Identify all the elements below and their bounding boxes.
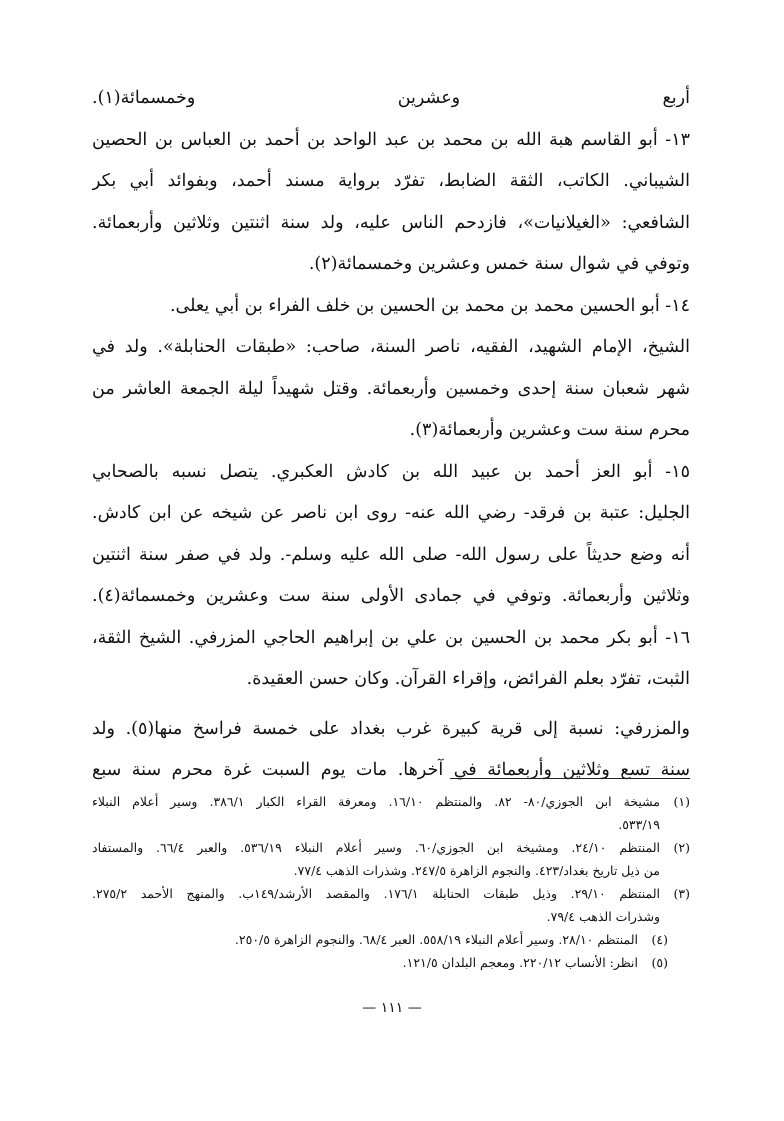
text-line: ١٣- أبو القاسم هبة الله بن محمد بن عبد الواحد بن أحمد بن العباس بن الحصين <box>92 129 690 150</box>
text-line: الشافعي: «الغيلانيات»، فازدحم الناس عليه، ولد سنة اثنتين وثلاثين وأربعمائة. <box>92 212 690 233</box>
text-line: أربع وعشرين وخمسمائة(١). <box>92 88 690 108</box>
footnote-line: ٥٣٣/١٩. <box>618 817 660 832</box>
text-line: سنة تسع وثلاثين وأربعمائة في آخرها. مات يوم السبت غرة محرم سنة سبع <box>92 760 690 780</box>
main-text <box>92 78 690 792</box>
footnotes <box>92 790 690 974</box>
footnote-line: المنتظم ٢٩/١٠. وذيل طبقات الحنابلة ١٧٦/١. والمقصد الأرشد/١٤٩ب. والمنهج الأحمد ٢٧٥/٢. <box>92 886 660 901</box>
footnote-line: المنتظم ٢٨/١٠. وسير أعلام النبلاء ٥٥٨/١٩. العبر ٦٨/٤. والنجوم الزاهرة ٢٥٠/٥. <box>234 932 638 947</box>
text-line: ١٦- أبو بكر محمد بن الحسين بن علي بن إبراهيم الحاجي المزرفي. الشيخ الثقة، <box>92 627 690 648</box>
footnote-number: (٢) <box>673 840 690 855</box>
text-line: الثبت، تفرّد بعلم الفرائض، وإقراء القرآن. وكان حسن العقيدة. <box>246 669 690 689</box>
footnote-divider <box>450 778 690 779</box>
footnote-line: من ذيل تاريخ بغداد/٤٢٣. والنجوم الزاهرة ٢٤٧/٥. وشذرات الذهب ٧٧/٤. <box>293 863 660 878</box>
text-line: ١٤- أبو الحسين محمد بن محمد بن الحسين بن خلف الفراء بن أبي يعلى. <box>169 295 690 316</box>
text-line: ١٥- أبو العز أحمد بن عبيد الله بن كادش العكبري. يتصل نسبه بالصحابي <box>92 461 690 482</box>
footnote-line: وشذرات الذهب ٧٩/٤. <box>546 909 660 924</box>
text-line: وثلاثين وأربعمائة. وتوفي في جمادى الأولى سنة ست وعشرين وخمسمائة(٤). <box>92 586 690 606</box>
footnote-item <box>92 951 690 974</box>
footnote-line: المنتظم ٢٤/١٠. ومشيخة ابن الجوزي/٦٠. وسير أعلام النبلاء ٥٣٦/١٩. والعبر ٦٦/٤. والمستفاد <box>92 840 660 855</box>
text-line: والمزرفي: نسبة إلى قرية كبيرة غرب بغداد على خمسة فراسخ منها(٥). ولد <box>92 718 690 739</box>
footnote-item <box>92 882 690 928</box>
paragraph-gap <box>92 701 690 709</box>
footnote-item <box>92 836 690 882</box>
text-line: أنه وضع حديثاً على رسول الله- صلى الله عليه وسلم-. ولد في صفر سنة اثنتين <box>92 544 690 565</box>
footnote-item <box>92 790 690 836</box>
text-line: شهر شعبان سنة إحدى وخمسين وأربعمائة. وقتل شهيداً ليلة الجمعة العاشر من <box>92 378 690 399</box>
footnote-line: مشيخة ابن الجوزي/٨٠- ٨٢. والمنتظم ١٦/١٠. ومعرفة القراء الكبار ٣٨٦/١. وسير أعلام النبلاء <box>92 794 660 809</box>
footnote-number: (٣) <box>673 886 690 901</box>
text-line: محرم سنة ست وعشرين وأربعمائة(٣). <box>409 420 690 440</box>
footnote-line: انظر: الأنساب ٢٢٠/١٢. ومعجم البلدان ١٢١/٥. <box>402 955 638 970</box>
text-line: الشيخ، الإمام الشهيد، الفقيه، ناصر السنة، صاحب: «طبقات الحنابلة». ولد في <box>92 337 690 357</box>
footnote-number: (٤) <box>651 932 668 947</box>
text-line: وتوفي في شوال سنة خمس وعشرين وخمسمائة(٢). <box>308 254 690 274</box>
footnote-number: (١) <box>673 794 690 809</box>
footnote-number: (٥) <box>651 955 668 970</box>
footnote-item <box>92 928 690 951</box>
page-number: — ١١١ — <box>362 1000 422 1016</box>
text-line: الجليل: عتبة بن فرقد- رضي الله عنه- روى ابن ناصر عن شيخه عن ابن كادش. <box>92 503 690 523</box>
text-line: الشيباني. الكاتب، الثقة الضابط، تفرّد برواية مسند أحمد، وبفوائد أبي بكر <box>92 171 690 191</box>
